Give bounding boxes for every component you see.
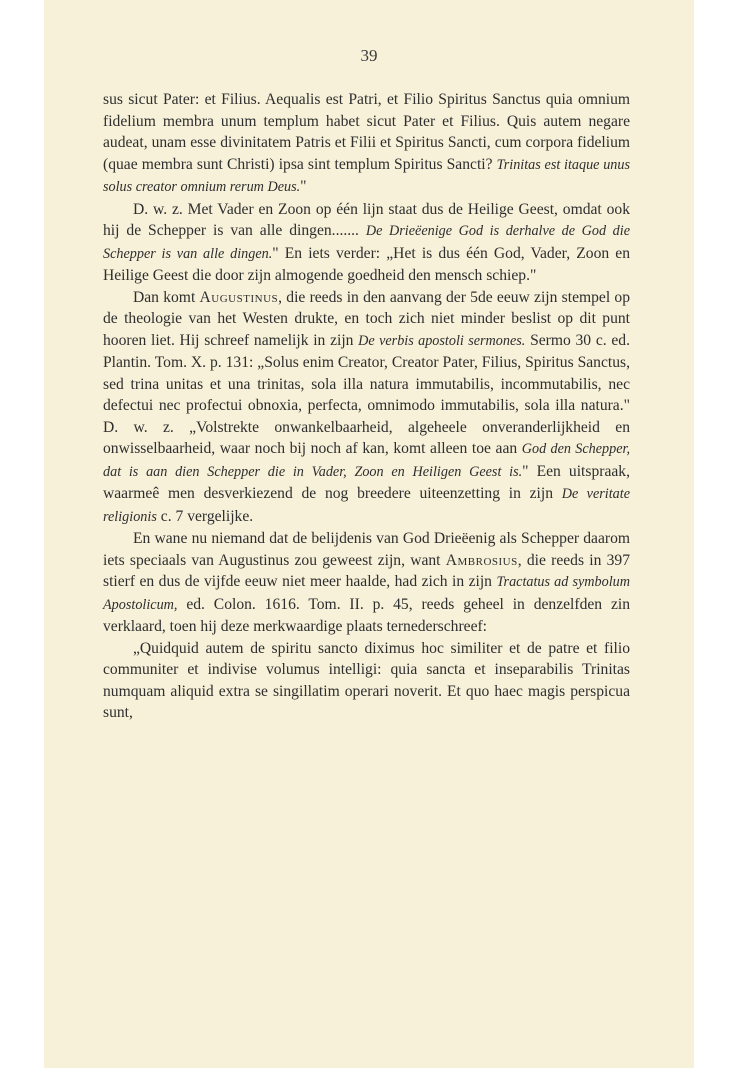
text-run: Dan komt	[133, 288, 196, 306]
text-run: D. w. z. Met Vader en Zoon op één lijn staat dus de Heilige Geest, omdat ook hij de Schepper is van alle dingen.......	[103, 200, 630, 239]
page-number: 39	[360, 46, 378, 65]
text-run: „Quidquid autem de spiritu sancto diximus hoc similiter et de patre et filio communiter et indivise volumus intelligi: quia sancta et inseparabilis Trinitas numquam aliquid extra se singillatim operari noverit. Et quo haec magis perspicua sunt,	[103, 639, 630, 721]
body-text	[103, 89, 630, 724]
paragraph-5	[103, 638, 630, 724]
book-page	[44, 0, 694, 1068]
text-run: " Een uitspraak, waarmeê men desverkiezend de nog breedere uiteenzetting in zijn	[103, 462, 630, 502]
italic-run: God den Schepper, dat is aan dien Schepper die in Vader, Zoon en Heiligen Geest is.	[103, 441, 630, 480]
text-run: ed. Colon. 1616. Tom. II. p. 45, reeds geheel in denzelfden zin verklaard, toen hij deze merkwaardige plaats ternederschreef:	[103, 595, 630, 635]
text-run: En wane nu niemand dat de belijdenis van God Drieëenig als Schepper daarom iets speciaals van Augustinus zou geweest zijn, want	[103, 530, 630, 569]
paragraph-1	[103, 89, 630, 199]
small-caps-name: Augustinus	[199, 288, 279, 306]
text-run: , die reeds in 397 stierf en dus de vijfde eeuw niet meer haalde, had zich in zijn	[103, 551, 630, 590]
paragraph-4	[103, 528, 630, 638]
italic-run: De veritate religionis	[103, 486, 630, 525]
text-run: sus sicut Pater: et Filius. Aequalis est Patri, et Filio Spiritus Sanctus quia omnium fidelium membra unum templum habet sicut Pater et Filius. Quis autem negare audeat, unam esse divinitatem Patris et Filii et Spiritus Sancti, cum corpora fidelium (quae membra sunt Christi) ipsa sint templum Spiritus Sancti?	[103, 91, 630, 173]
text-run: c. 7 vergelijke.	[160, 507, 254, 525]
italic-run: Trinitas est itaque unus solus creator omnium rerum Deus.	[103, 156, 631, 195]
italic-run: De Drieëenige God is derhalve de God die Schepper is van alle dingen.	[103, 223, 630, 262]
italic-run: Tractatus ad symbolum Apostolicum,	[103, 574, 630, 613]
text-run: " En iets verder: „Het is dus één God, Vader, Zoon en Heilige Geest die door zijn almogende goedheid den mensch schiep."	[103, 244, 631, 284]
paragraph-3	[103, 287, 630, 529]
small-caps-name: Ambrosius	[445, 551, 518, 569]
text-run: , die reeds in den aanvang der 5de eeuw zijn stempel op de theologie van het Westen drukte, en toch zich niet minder beslist op dit punt hooren liet. Hij schreef namelijk in zijn	[103, 288, 631, 349]
italic-run: De verbis apostoli sermones.	[358, 332, 526, 349]
text-run: Sermo 30 c. ed. Plantin. Tom. X. p. 131: „Solus enim Creator, Creator Pater, Filius, Spiritus Sanctus, sed trina unitas et una trinitas, sola illa natura immutabilis, incommutabilis, nec defectui nec profectui obnoxia, perfecta, omnimodo immutabilis, sola illa natura." D. w. z. „Volstrekte onwankelbaarheid, algeheele onveranderlijkheid en onwisselbaarheid, waar noch bij noch af kan, komt alleen toe aan	[103, 331, 630, 457]
text-run: "	[300, 178, 307, 195]
paragraph-2	[103, 199, 630, 287]
